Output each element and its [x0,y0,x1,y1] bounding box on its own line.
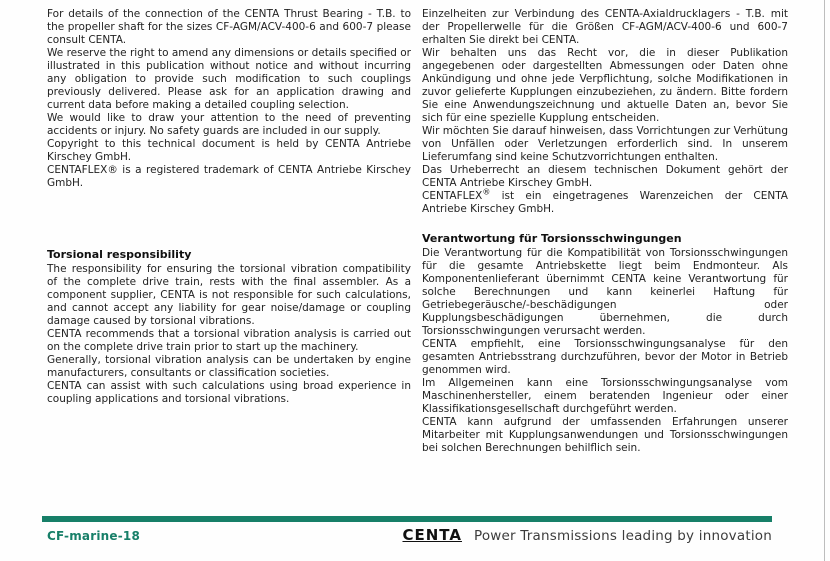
paragraph-en-trademark: CENTAFLEX® is a registered trademark of CENTA Antriebe Kirschey GmbH. [47,164,411,189]
brand-group [402,526,772,544]
paragraph-de-copyright: Das Urheberrecht an diesem technischen Dokument gehört der CENTA Antriebe Kirschey GmbH. [422,164,788,189]
trademark-rest: ist ein eingetragenes Warenzeichen der CENTA Antriebe Kirschey GmbH. [422,190,788,215]
paragraph-de-safety: Wir möchten Sie darauf hinweisen, dass Vorrichtungen zur Verhütung von Unfällen oder Verletzungen erforderlich sind. In unserem Lieferumfang sind keine Schutzvorrichtungen enthalten. [422,125,788,163]
paragraph-de-trademark [422,187,788,216]
centa-logo: CENTA [402,526,462,544]
paragraph-de-intro-2: Wir behalten uns das Recht vor, die in dieser Publikation angegebenen oder dargestellten Abmessungen oder Daten ohne Ankündigung und ohne jede Verpflichtung, solche Modifikationen in zuvor gelieferte Kupplungen einzubeziehen, zu ändern. Bitte fordern Sie eine Anwendungszeichnung und aktuelle Daten an, bevor Sie sich für eine spezielle Kupplung entscheiden. [422,47,788,124]
footer-row [42,526,772,544]
paragraph-de-intro-1: Einzelheiten zur Verbindung des CENTA-Axialdrucklagers - T.B. mit der Propellerwelle für die Größen CF-AGM/ACV-400-6 und 600-7 erhalten Sie direkt bei CENTA. [422,8,788,46]
footer-rule [42,516,772,522]
paragraph-en-copyright: Copyright to this technical document is held by CENTA Antriebe Kirschey GmbH. [47,138,411,163]
paragraph-en-torsional-3: Generally, torsional vibration analysis can be undertaken by engine manufacturers, consultants or classification societies. [47,354,411,379]
paragraph-en-safety: We would like to draw your attention to the need of preventing accidents or injury. No safety guards are included in our supply. [47,112,411,137]
paragraph-de-torsional-4: CENTA kann aufgrund der umfassenden Erfahrungen unserer Mitarbeiter mit Kupplungsanwendungen und Torsionsschwingungen bei solchen Berechnungen behilflich sein. [422,416,788,454]
paragraph-en-torsional-4: CENTA can assist with such calculations using broad experience in coupling applications and torsional vibrations. [47,380,411,405]
paragraph-en-intro-1: For details of the connection of the CENTA Thrust Bearing - T.B. to the propeller shaft for the sizes CF-AGM/ACV-400-6 and 600-7 please consult CENTA. [47,8,411,46]
paragraph-en-torsional-2: CENTA recommends that a torsional vibration analysis is carried out on the complete drive train prior to start up the machinery. [47,328,411,353]
registered-mark: ® [482,187,491,197]
footer-tagline: Power Transmissions leading by innovation [473,528,772,544]
section-heading-verantwortung: Verantwortung für Torsionsschwingungen [422,232,682,245]
trademark-name: CENTAFLEX [422,190,483,202]
page-edge-line [824,0,825,561]
paragraph-de-torsional-3: Im Allgemeinen kann eine Torsionsschwingungsanalyse vom Maschinenhersteller, einem beratenden Ingenieur oder einer Klassifikationsgesellschaft durchgeführt werden. [422,377,788,415]
section-heading-torsional-responsibility: Torsional responsibility [47,248,192,261]
column-german [422,8,788,455]
doc-code: CF-marine-18 [47,529,141,543]
paragraph-en-intro-2: We reserve the right to amend any dimensions or details specified or illustrated in this publication without notice and without incurring any obligation to provide such modification to such couplings previously delivered. Please ask for an application drawing and current data before making a detailed coupling selection. [47,47,411,111]
paragraph-de-torsional-2: CENTA empfiehlt, eine Torsionsschwingungsanalyse für den gesamten Antriebsstrang durchzuführen, bevor der Motor in Betrieb genommen wird. [422,338,788,376]
paragraph-en-torsional-1: The responsibility for ensuring the torsional vibration compatibility of the complete drive train, rests with the final assembler. As a component supplier, CENTA is not responsible for such calculations, and cannot accept any liability for gear noise/damage or coupling damage caused by torsional vibrations. [47,263,411,327]
page-footer [42,516,772,544]
paragraph-de-torsional-1: Die Verantwortung für die Kompatibilität von Torsionsschwingungen für die gesamte Antriebskette liegt beim Endmonteur. Als Komponentenlieferant übernimmt CENTA keine Verantwortung für solche Berechnungen und kann keinerlei Haftung für Getriebegeräusche/-beschädigungen oder Kupplungsbeschädigungen übernehmen, die durch Torsionsschwingungen verursacht werden. [422,247,788,337]
column-english [47,8,411,455]
